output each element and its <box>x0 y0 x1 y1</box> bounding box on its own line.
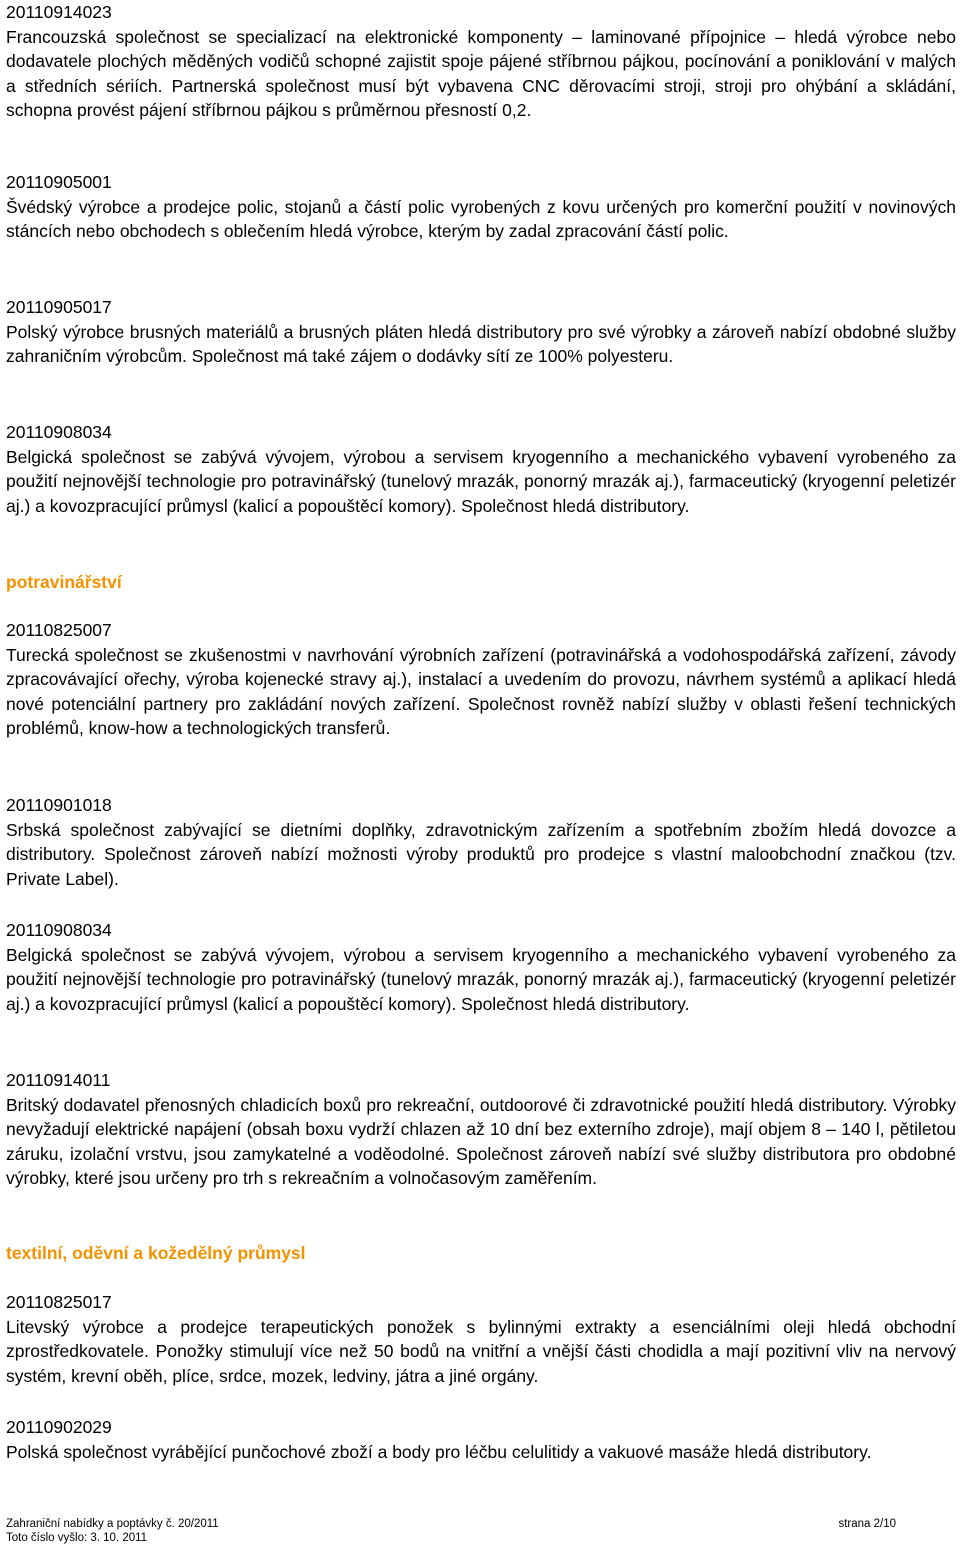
offer-entry <box>6 170 956 244</box>
offer-entry <box>6 295 956 369</box>
offer-entry <box>6 918 956 1016</box>
offer-entry <box>6 1068 956 1191</box>
offer-code: 20110901018 <box>6 795 112 815</box>
offer-entry <box>6 1290 956 1388</box>
section-heading-textile: textilní, oděvní a kožedělný průmysl <box>6 1243 306 1263</box>
offer-code: 20110914023 <box>6 2 112 22</box>
offer-code: 20110825007 <box>6 620 112 640</box>
offer-text: Francouzská společnost se specializací na elektronické komponenty – laminované přípojnice – hledá výrobce nebo dodavatele plochých měděných vodičů schopné zajistit spoje pájené stříbrnou pájkou, pocínování a poniklování v malých a středních sériích. Partnerská společnost musí být vybavena CNC děrovacími stroji, stroji pro ohýbání a skládání, schopna provést pájení stříbrnou pájkou s průměrnou přesností 0,2. <box>6 26 956 120</box>
offer-code: 20110914011 <box>6 1070 111 1090</box>
footer-publication: Zahraniční nabídky a poptávky č. 20/2011 <box>6 1518 219 1530</box>
offer-text: Srbská společnost zabývající se dietními doplňky, zdravotnickým zařízením a spotřebním zbožím hledá dovozce a distributory. Společnost zároveň nabízí možnosti výroby produktů pro prodejce s vlastní maloobchodní značkou (tzv. Private Label). <box>6 819 956 889</box>
offer-entry <box>6 793 956 891</box>
offer-text: Litevský výrobce a prodejce terapeutických ponožek s bylinnými extrakty a esenciálními oleji hledá obchodní zprostředkovatele. Ponožky stimulují více než 50 bodů na vnitřní a vnější části chodidla a mají pozitivní vliv na nervový systém, krevní oběh, plíce, srdce, mozek, ledviny, játra a jiné orgány. <box>6 1316 956 1386</box>
offer-code: 20110902029 <box>6 1417 112 1437</box>
offer-text: Belgická společnost se zabývá vývojem, výrobou a servisem kryogenního a mechanického vybavení vyrobeného za použití nejnovější technologie pro potravinářský (tunelový mrazák, ponorný mrazák aj.), farmaceutický (kryogenní peletizér aj.) a kovozpracující průmysl (kalicí a popouštěcí komory). Společnost hledá distributory. <box>6 446 956 516</box>
offer-code: 20110905001 <box>6 172 112 192</box>
page-footer <box>6 1517 896 1545</box>
offer-entry <box>6 0 956 123</box>
offer-code: 20110908034 <box>6 920 112 940</box>
offer-entry <box>6 420 956 518</box>
offer-code: 20110825017 <box>6 1292 112 1312</box>
offer-entry <box>6 1415 871 1464</box>
offer-text: Polská společnost vyrábějící punčochové zboží a body pro léčbu celulitidy a vakuové masáže hledá distributory. <box>6 1441 872 1462</box>
offer-code: 20110908034 <box>6 422 112 442</box>
footer-issue-date: Toto číslo vyšlo: 3. 10. 2011 <box>6 1532 148 1544</box>
offer-entry <box>6 618 956 741</box>
offer-text: Turecká společnost se zkušenostmi v navrhování výrobních zařízení (potravinářská a vodohospodářská zařízení, závody zpracovávající ořechy, výroba kojenecké stravy aj.), instalací a uvedením do provozu, návrhem systémů a aplikací hledá nové potenciální partnery pro zakládání nových zařízení. Společnost rovněž nabízí služby v oblasti řešení technických problémů, know-how a technologických transferů. <box>6 644 956 738</box>
offer-text: Belgická společnost se zabývá vývojem, výrobou a servisem kryogenního a mechanického vybavení vyrobeného za použití nejnovější technologie pro potravinářský (tunelový mrazák, ponorný mrazák aj.), farmaceutický (kryogenní peletizér aj.) a kovozpracující průmysl (kalicí a popouštěcí komory). Společnost hledá distributory. <box>6 944 956 1014</box>
offer-text: Polský výrobce brusných materiálů a brusných pláten hledá distributory pro své výrobky a zároveň nabízí obdobné služby zahraničním výrobcům. Společnost má také zájem o dodávky sítí ze 100% polyesteru. <box>6 321 956 366</box>
footer-page-number: strana 2/10 <box>838 1518 896 1530</box>
offer-code: 20110905017 <box>6 297 112 317</box>
offer-text: Švédský výrobce a prodejce polic, stojanů a částí polic vyrobených z kovu určených pro komerční použití v novinových stáncích nebo obchodech s oblečením hledá výrobce, kterým by zadal zpracování částí polic. <box>6 196 956 241</box>
section-heading-food: potravinářství <box>6 572 122 592</box>
offer-text: Britský dodavatel přenosných chladicích boxů pro rekreační, outdoorové či zdravotnické použití hledá distributory. Výrobky nevyžadují elektrické napájení (obsah boxu vydrží chlazen až 10 dní bez externího zdroje), mají objem 8 – 140 l, pětiletou záruku, izolační vrstvu, jsou zamykatelné a voděodolné. Společnost zároveň nabízí své služby distributora pro obdobné výrobky, které jsou určeny pro trh s rekreačním a volnočasovým zaměřením. <box>6 1094 956 1188</box>
